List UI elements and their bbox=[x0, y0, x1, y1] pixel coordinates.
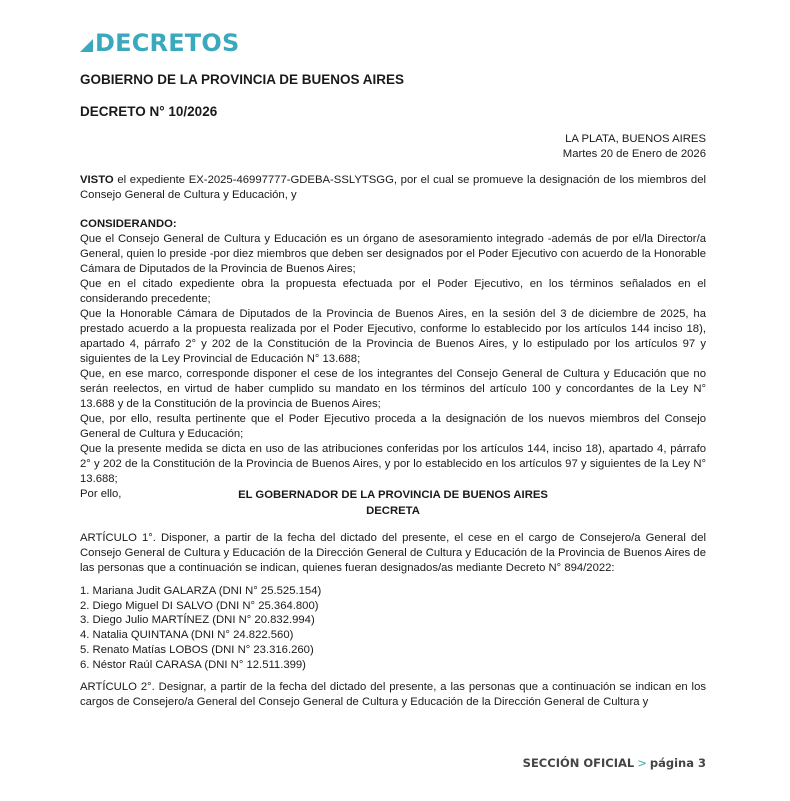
section-title: DECRETOS bbox=[95, 29, 240, 57]
triangle-icon bbox=[80, 39, 93, 52]
visto-paragraph bbox=[80, 173, 706, 203]
considerando-title: CONSIDERANDO: bbox=[80, 218, 177, 230]
list-item: 1. Mariana Judit GALARZA (DNI N° 25.525.154) bbox=[80, 585, 322, 597]
list-item: 6. Néstor Raúl CARASA (DNI N° 12.511.399) bbox=[80, 658, 306, 671]
articulo-2: ARTÍCULO 2°. Designar, a partir de la fecha del dictado del presente, a las personas que a continuación se indican en los cargos de Consejero/a General del Consejo General de Cultura y Educación de la Dirección General de Cultura y bbox=[80, 681, 706, 708]
decreta-line: DECRETA bbox=[366, 505, 420, 517]
governor-line: EL GOBERNADOR DE LA PROVINCIA DE BUENOS AIRES bbox=[238, 489, 548, 501]
date: Martes 20 de Enero de 2026 bbox=[562, 148, 706, 160]
visto-text: el expediente EX-2025-46997777-GDEBA-SSLYTSGG, por el cual se promueve la designación de los miembros del Consejo General de Cultura y Educación, y bbox=[80, 174, 706, 201]
place: LA PLATA, BUENOS AIRES bbox=[565, 133, 706, 145]
page-footer bbox=[523, 756, 706, 770]
considerando-paragraph: Que la Honorable Cámara de Diputados de la Provincia de Buenos Aires, en la sesión del 3 de diciembre de 2025, ha prestado acuerdo a la propuesta realizada por el Poder Ejecutivo, conforme lo establecido por los artículos 144 inciso 18), apartado 4, párrafo 2° y 202 de la Constitución de la Provincia de Buenos Aires, y lo estipulado por los artículos 97 y siguientes de la Ley Provincial de Educación N° 13.688; bbox=[80, 308, 706, 365]
considerando-paragraph: Que el Consejo General de Cultura y Educación es un órgano de asesoramiento integrado -además de por el/la Director/a General, quien lo preside -por diez miembros que deben ser designados por el Poder Ejecutivo con acuerdo de la Honorable Cámara de Diputados de la Provincia de Buenos Aires; bbox=[80, 233, 706, 275]
visto-label: VISTO bbox=[80, 174, 114, 186]
list-item: 3. Diego Julio MARTÍNEZ (DNI N° 20.832.994) bbox=[80, 614, 315, 627]
footer-page: página 3 bbox=[649, 756, 706, 770]
considerando-paragraph: Por ello, bbox=[80, 488, 122, 500]
decreta-heading bbox=[80, 487, 706, 519]
government-heading: GOBIERNO DE LA PROVINCIA DE BUENOS AIRES bbox=[80, 72, 405, 87]
list-item: 5. Renato Matías LOBOS (DNI N° 23.316.260) bbox=[80, 643, 314, 656]
place-date bbox=[563, 132, 706, 162]
ceses-list bbox=[80, 584, 321, 672]
footer-section: SECCIÓN OFICIAL bbox=[522, 756, 635, 770]
decree-number: DECRETO N° 10/2026 bbox=[80, 104, 218, 119]
articulo-1: ARTÍCULO 1°. Disponer, a partir de la fecha del dictado del presente, el cese en el cargo de Consejero/a General del Consejo General de Cultura y Educación de la Dirección General de Cultura y Educación de la Provincia de Buenos Aires de las personas que a continuación se indican, quienes fueran designados/as mediante Decreto N° 894/2022: bbox=[80, 532, 706, 574]
section-logo bbox=[80, 30, 239, 56]
chevron-right-icon: > bbox=[637, 756, 647, 770]
considerando-paragraph: Que, por ello, resulta pertinente que el Poder Ejecutivo proceda a la designación de los nuevos miembros del Consejo General de Cultura y Educación; bbox=[80, 413, 706, 440]
considerando-section bbox=[80, 217, 706, 502]
list-item: 4. Natalia QUINTANA (DNI N° 24.822.560) bbox=[80, 629, 294, 642]
list-item: 2. Diego Miguel DI SALVO (DNI N° 25.364.800) bbox=[80, 599, 319, 612]
considerando-paragraph: Que la presente medida se dicta en uso de las atribuciones conferidas por los artículos 144, inciso 18), apartado 4, párrafo 2° y 202 de la Constitución de la Provincia de Buenos Aires, y por lo establecido en los artículos 97 y siguientes de la Ley N° 13.688; bbox=[80, 443, 706, 485]
considerando-paragraph: Que, en ese marco, corresponde disponer el cese de los integrantes del Consejo General de Cultura y Educación que no serán reelectos, en virtud de haber cumplido su mandato en los términos del artículo 100 y concordantes de la Ley N° 13.688 y de la Constitución de la provincia de Buenos Aires; bbox=[80, 368, 706, 410]
considerando-paragraph: Que en el citado expediente obra la propuesta efectuada por el Poder Ejecutivo, en los términos señalados en el considerando precedente; bbox=[80, 278, 706, 305]
